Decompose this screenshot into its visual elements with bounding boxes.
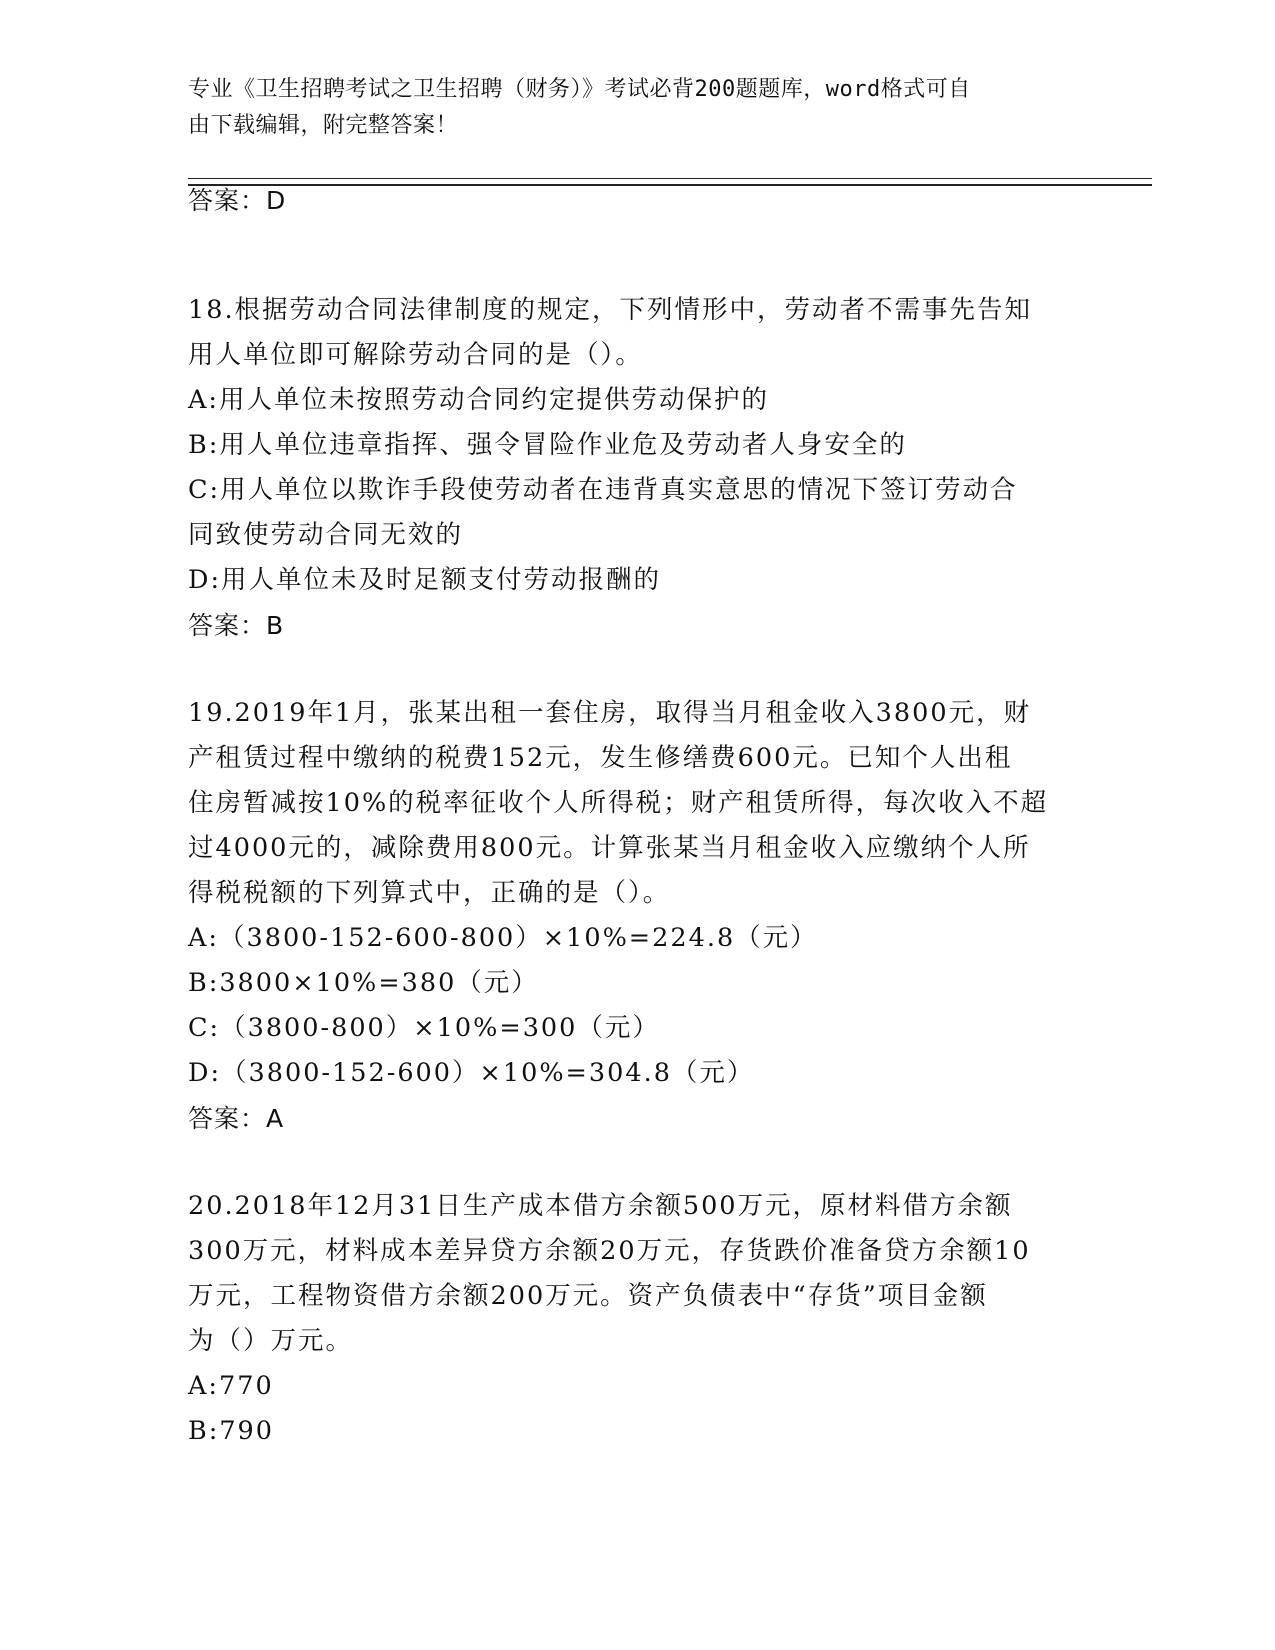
question-19: [188, 691, 1088, 1142]
document-header: [188, 72, 1088, 144]
spacer: [188, 1142, 1088, 1184]
question-20: [188, 1184, 1088, 1454]
question-stem-line: 18.根据劳动合同法律制度的规定，下列情形中，劳动者不需事先告知: [188, 295, 1033, 325]
question-stem-line: 得税税额的下列算式中，正确的是（）。: [188, 878, 671, 908]
question-stem-line: 住房暂减按10%的税率征收个人所得税；财产租赁所得，每次收入不超: [188, 788, 1049, 818]
answer-line: 答案：B: [188, 611, 285, 640]
question-stem-line: 为（）万元。: [188, 1326, 354, 1356]
spacer: [188, 224, 1088, 288]
option-c-line: 同致使劳动合同无效的: [188, 520, 464, 550]
option-a: A:770: [188, 1371, 274, 1401]
option-b: B:3800×10%=380（元）: [188, 968, 539, 998]
question-content: [188, 188, 1088, 1454]
option-c-line: C:用人单位以欺诈手段使劳动者在违背真实意思的情况下签订劳动合: [188, 475, 1018, 505]
option-b: B:用人单位违章指挥、强令冒险作业危及劳动者人身安全的: [188, 430, 907, 460]
answer-line: 答案：A: [188, 1104, 285, 1133]
question-18: [188, 288, 1088, 649]
question-stem-line: 300万元，材料成本差异贷方余额20万元，存货跌价准备贷方余额10: [188, 1236, 1031, 1266]
option-b: B:790: [188, 1416, 275, 1446]
question-stem-line: 过4000元的，减除费用800元。计算张某当月租金收入应缴纳个人所: [188, 833, 1031, 863]
option-d: D:用人单位未及时足额支付劳动报酬的: [188, 565, 662, 595]
header-line-2: 由下载编辑，附完整答案！: [188, 113, 459, 138]
question-stem-line: 用人单位即可解除劳动合同的是（）。: [188, 340, 643, 370]
spacer: [188, 649, 1088, 691]
question-stem-line: 19.2019年1月，张某出租一套住房，取得当月租金收入3800元，财: [188, 698, 1032, 728]
option-a: A:用人单位未按照劳动合同约定提供劳动保护的: [188, 385, 770, 415]
option-c: C:（3800-800）×10%=300（元）: [188, 1013, 660, 1043]
question-stem-line: 万元，工程物资借方余额200万元。资产负债表中“存货”项目金额: [188, 1281, 988, 1311]
question-stem-line: 20.2018年12月31日生产成本借方余额500万元，原材料借方余额: [188, 1191, 1013, 1221]
option-d: D:（3800-152-600）×10%=304.8（元）: [188, 1058, 755, 1088]
answer-line: 答案：D: [188, 186, 287, 215]
header-line-1: 专业《卫生招聘考试之卫生招聘（财务）》考试必背200题题库，word格式可自: [188, 77, 971, 102]
question-stem-line: 产租赁过程中缴纳的税费152元，发生修缮费600元。已知个人出租: [188, 743, 1013, 773]
option-a: A:（3800-152-600-800）×10%=224.8（元）: [188, 923, 818, 953]
